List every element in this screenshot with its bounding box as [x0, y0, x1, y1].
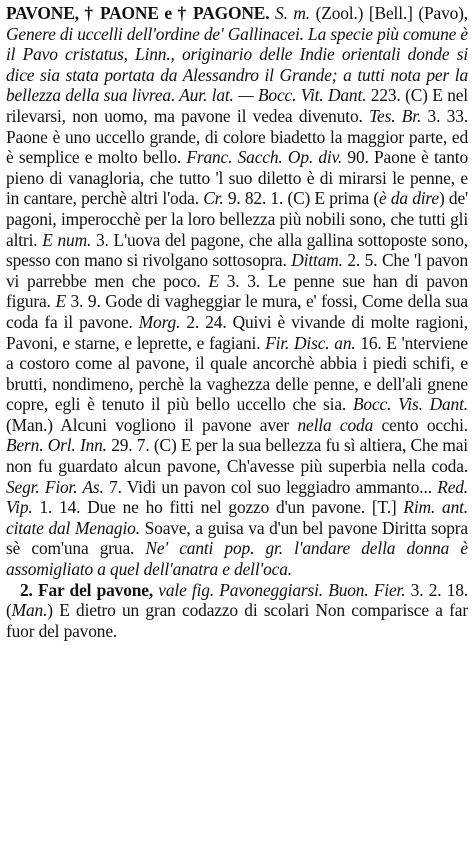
citation-text: 16. E 'nterviene a costoro come al pavone, il quale ancorchè abbia i piedi schifi, e brutti, nondimeno, perchè la vaghezza delle penne, e dell'ali gnene copre, egli è tenuto il più bello uccello che sia. [6, 332, 469, 415]
citation-text: ) E dietro un gran codazzo di scolari Non comparisce a far fuor del pavone. [6, 600, 468, 641]
citation-source: Rim. ant. citate dal Menagio. [6, 497, 468, 538]
editor-note: Ne' canti pop. gr. l'andare della donna è assomigliato a quel dell'anatra e dell'oca. [6, 538, 468, 580]
citation-text: cento occhi. [373, 414, 468, 435]
citation-text: 3. 9. Gode di vagheggiar le mura, e' fossi, Come della sua coda fa il pavone. [6, 291, 468, 332]
citation-source: Fir. Disc. an. [265, 332, 356, 353]
citation-text: 9. 82. 1. (C) E prima ( [223, 188, 379, 209]
citation-source: E [208, 270, 219, 291]
citation-source: Red. Vip. [6, 476, 469, 518]
citation-source: Segr. Fior. As. [6, 476, 104, 497]
citation-text: ) de' pagoni, imperocchè per la loro bellezza più nobili sono, che tutti gli altri. [6, 188, 468, 250]
citation-text: 29. 7. (C) E per la sua bellezza fu sì altiera, Che mai non fu guardato alcun pavone, Ch'avesse più superbia nella coda. [6, 435, 468, 477]
citation-source: Dittam. [291, 250, 343, 271]
citation-source: E [55, 291, 66, 312]
sense-headword: 2. Far del pavone, [20, 579, 154, 600]
part-of-speech: S. m. [269, 3, 316, 23]
emphasis: nella coda [297, 414, 374, 435]
citation-source: E num. [42, 229, 92, 250]
citation-text: 2. 24. Quivi è vivande di molte ragioni, Pavoni, e starne, e leprette, e fagiani. [6, 311, 468, 353]
citation-text: 223. (C) E nel rilevarsi, non uomo, ma pavone il vedea divenuto. [6, 85, 468, 126]
citation-text: 3. 3. Le penne sue han di pavon figura. [6, 270, 468, 312]
sense-definition: vale fig. Pavoneggiarsi. Buon. Fier. [153, 579, 406, 600]
citation-text: 3. 2. 18. ( [6, 579, 468, 621]
editor-note: è da dire [378, 188, 439, 209]
citation-source: Bern. Orl. Inn. [6, 435, 107, 456]
citation-source: Tes. Br. [369, 105, 422, 126]
entry-tags: (Zool.) [Bell.] (Pavo), [315, 3, 469, 23]
citation-source: Bocc. Vis. Dant. [352, 394, 468, 415]
citation-source: Cr. [203, 188, 224, 209]
citation-source: Franc. Sacch. Op. div. [186, 147, 343, 168]
citation-source: Man. [11, 600, 48, 621]
citation-text: 90. Paone è tanto pieno di vanagloria, che tutto 'l suo diletto è di mirarsi le penne, e in cantare, perchè altri l'oda. [6, 147, 468, 209]
citation-text: Soave, a guisa va d'un bel pavone Diritta sopra sè com'una grua. [6, 517, 468, 559]
entry-pavone [6, 3, 468, 580]
sense-2 [6, 580, 468, 642]
citation-text: (Man.) Alcuni vogliono il pavone aver [6, 414, 298, 435]
citation-text: 3. L'uova del pagone, che alla gallina sottoposte sono, spesso con mano si rivolgano sottosopra. [6, 229, 468, 271]
citation-text: 3. 33. Paone è uno uccello grande, di colore biadetto la maggior parte, ed è semplice e molto bello. [6, 105, 468, 168]
entry-definition: Genere di uccelli dell'ordine de' Gallinacei. La specie più comune è il Pavo cristatus, Linn., originario delle Indie orientali donde si dice sia stata portata da Alessandro il Grande; a tutti nota per la bellezza della sua livrea. Aur. lat. — Bocc. Vit. Dant. [6, 23, 468, 106]
citation-source: Morg. [138, 311, 181, 332]
entry-headword: PAVONE, † PAONE e † PAGONE. [6, 3, 270, 23]
citation-text: 7. Vidi un pavon col suo leggiadro ammanto... [103, 476, 438, 497]
citation-text: 2. 5. Che 'l pavon vi parrebbe men che poco. [6, 250, 469, 291]
citation-text: 1. 14. Due ne ho fitti nel gozzo d'un pavone. [T.] [32, 497, 404, 518]
